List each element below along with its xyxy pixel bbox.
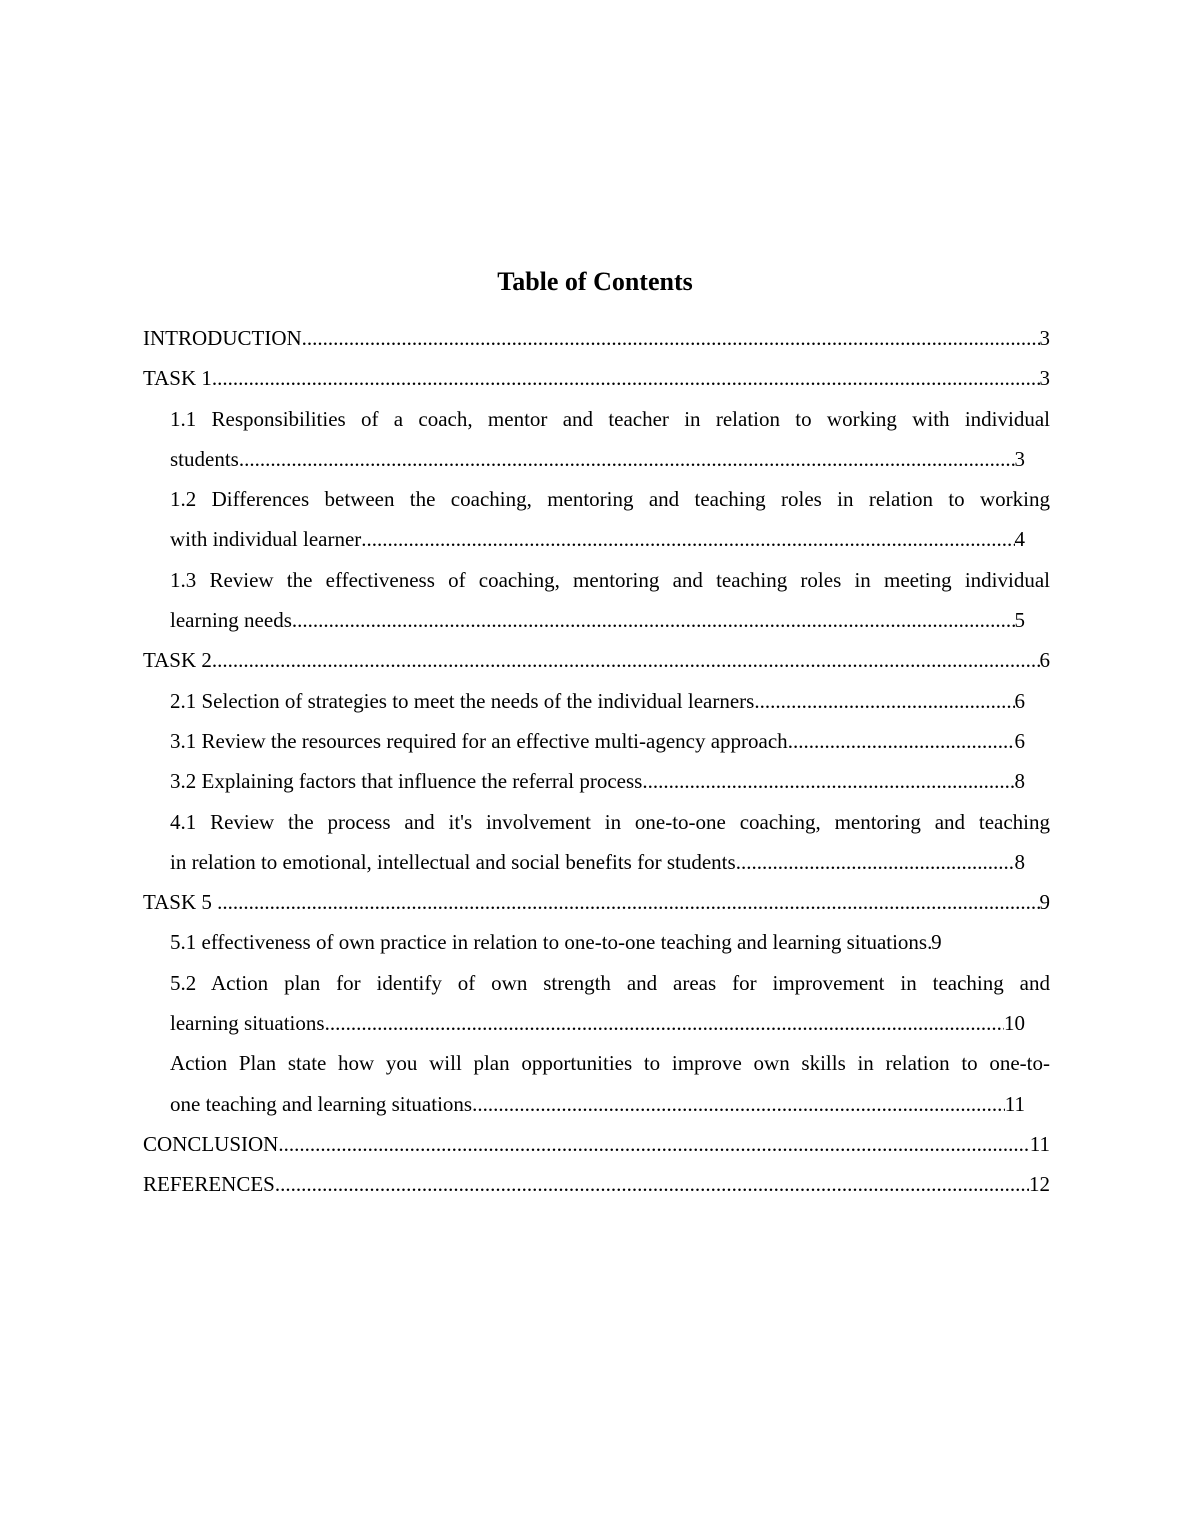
dot-leader <box>217 882 1039 922</box>
toc-page-number: 11 <box>1029 1131 1050 1156</box>
dot-leader <box>239 439 1015 479</box>
dot-leader <box>736 842 1015 882</box>
dot-leader <box>361 519 1014 559</box>
toc-entry-text-first: 5.2 Action plan for identify of own strength and areas for improvement in teaching and <box>170 970 1050 995</box>
toc-entry-line <box>143 1164 1050 1204</box>
toc-entry-text: TASK 1 <box>143 366 212 391</box>
toc-entry-text: 5.1 effectiveness of own practice in relation to one-to-one teaching and learning situations <box>170 930 928 955</box>
toc-entry-action-plan[interactable] <box>143 1043 1050 1124</box>
toc-entry-text: TASK 5 <box>143 890 218 915</box>
toc-entry-5-1[interactable] <box>143 922 1050 962</box>
toc-entry-text-first: 1.3 Review the effectiveness of coaching, mentoring and teaching roles in meeting individual <box>170 567 1050 592</box>
toc-page-number: 3 <box>1039 326 1050 350</box>
toc-entry-text: REFERENCES <box>143 1172 275 1197</box>
toc-entry-task-5[interactable] <box>143 882 1050 922</box>
toc-title: Table of Contents <box>497 267 693 296</box>
toc-page-number: 3 <box>1014 446 1025 471</box>
toc-entry-task-2[interactable] <box>143 640 1050 680</box>
toc-entry-line <box>143 318 1050 358</box>
toc-entry-line <box>143 1124 1050 1164</box>
toc-entry-line <box>170 519 1050 559</box>
toc-entry-text-first: 1.1 Responsibilities of a coach, mentor and teacher in relation to working with individual <box>170 406 1050 431</box>
toc-entry-1-3[interactable] <box>143 560 1050 641</box>
toc-entry-1-2[interactable] <box>143 479 1050 560</box>
toc-entry-conclusion[interactable] <box>143 1124 1050 1164</box>
toc-entry-references[interactable] <box>143 1164 1050 1204</box>
toc-entry-5-2[interactable] <box>143 963 1050 1044</box>
dot-leader <box>302 318 1040 358</box>
toc-page-number: 3 <box>1039 366 1050 391</box>
toc-page-number: 9 <box>931 930 942 955</box>
dot-leader <box>472 1084 1005 1124</box>
dot-leader <box>642 761 1014 801</box>
toc-entry-3-1[interactable] <box>143 721 1050 761</box>
toc-entry-text-first: Action Plan state how you will plan opportunities to improve own skills in relation to one-to- <box>170 1051 1050 1076</box>
toc-page-number: 10 <box>1004 1011 1025 1036</box>
toc-entry-line <box>170 1084 1050 1124</box>
dot-leader <box>212 640 1040 680</box>
toc-entry-line <box>170 681 1050 721</box>
toc-page-number: 6 <box>1014 728 1025 753</box>
toc-entry-text: TASK 2 <box>143 648 212 673</box>
toc-entry-line <box>143 358 1050 398</box>
toc-entry-line <box>170 439 1050 479</box>
dot-leader <box>278 1124 1029 1164</box>
toc-entry-line <box>143 640 1050 680</box>
toc-page-number: 6 <box>1039 648 1050 673</box>
toc-page-number: 5 <box>1014 608 1025 633</box>
dot-leader <box>275 1164 1029 1204</box>
dot-leader <box>325 1003 1004 1043</box>
toc-entry-text: 2.1 Selection of strategies to meet the needs of the individual learners <box>170 688 755 713</box>
toc-entry-4-1[interactable] <box>143 802 1050 883</box>
toc-entry-text-first: 4.1 Review the process and it's involvement in one-to-one coaching, mentoring and teaching <box>170 809 1050 834</box>
toc-entry-task-1[interactable] <box>143 358 1050 398</box>
toc-entry-text: in relation to emotional, intellectual and social benefits for students <box>170 849 736 874</box>
toc-entry-2-1[interactable] <box>143 681 1050 721</box>
toc-entry-text: learning situations <box>170 1011 325 1036</box>
toc-entry-text-first: 1.2 Differences between the coaching, mentoring and teaching roles in relation to working <box>170 487 1050 512</box>
toc-page-number: 12 <box>1029 1172 1050 1197</box>
toc-entry-text: CONCLUSION <box>143 1131 279 1156</box>
toc-page-number: 6 <box>1014 688 1025 713</box>
toc-entry-text: with individual learner <box>170 527 362 552</box>
toc-list <box>143 318 1050 1205</box>
toc-page-number: 8 <box>1014 769 1025 794</box>
toc-entry-line <box>170 761 1050 801</box>
dot-leader <box>754 681 1014 721</box>
toc-page-number: 11 <box>1004 1091 1025 1116</box>
toc-entry-line <box>143 882 1050 922</box>
toc-entry-text: one teaching and learning situations <box>170 1091 473 1116</box>
toc-entry-text: 3.1 Review the resources required for an effective multi-agency approach <box>170 728 788 753</box>
toc-page-number: 9 <box>1039 890 1050 915</box>
toc-entry-text: learning needs <box>170 608 292 633</box>
toc-entry-line <box>170 600 1050 640</box>
toc-entry-3-2[interactable] <box>143 761 1050 801</box>
dot-leader <box>292 600 1015 640</box>
dot-leader <box>212 358 1040 398</box>
toc-entry-line <box>170 922 1050 962</box>
toc-entry-text: 3.2 Explaining factors that influence the referral process <box>170 769 643 794</box>
toc-entry-introduction[interactable] <box>143 318 1050 358</box>
toc-page-number: 8 <box>1014 849 1025 874</box>
dot-leader <box>788 721 1015 761</box>
toc-entry-line <box>170 1003 1050 1043</box>
toc-entry-1-1[interactable] <box>143 399 1050 480</box>
toc-entry-text: INTRODUCTION <box>143 326 302 350</box>
toc-entry-text: students <box>170 446 239 471</box>
toc-entry-line <box>170 721 1050 761</box>
toc-entry-line <box>170 842 1050 882</box>
toc-page-number: 4 <box>1014 527 1025 552</box>
